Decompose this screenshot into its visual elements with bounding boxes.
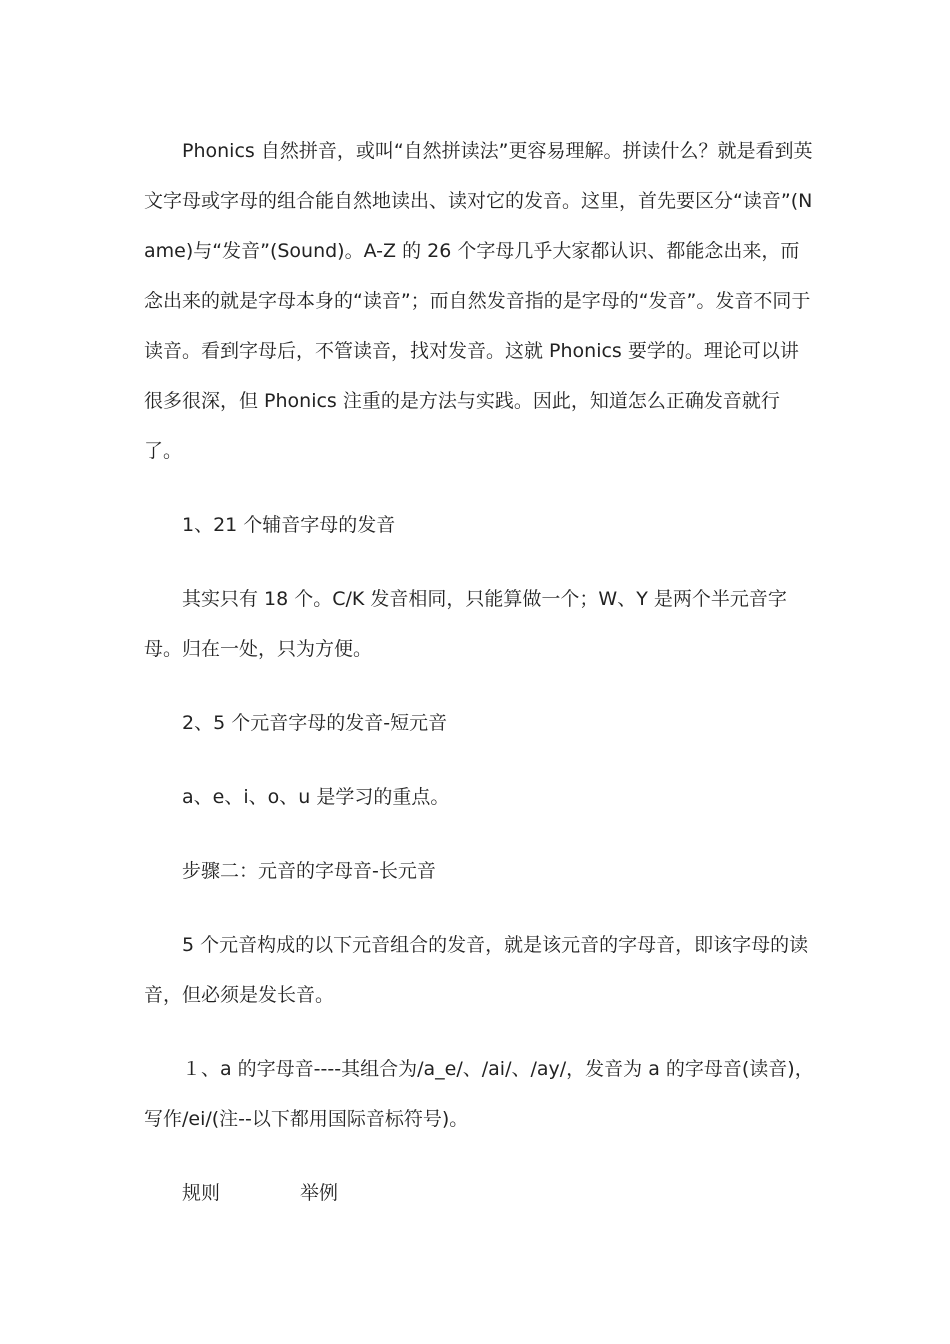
section-heading-short-vowels: 2、5 个元音字母的发音-短元音 — [182, 712, 448, 734]
consonants-paragraph: 其实只有 18 个。C/K 发音相同，只能算做一个；W、Y 是两个半元音字母。归在一处，只为方便。 — [144, 588, 787, 660]
rule-a-paragraph: １、a 的字母音----其组合为/a_e/、/ai/、/ay/，发音为 a 的字母音(读音)，写作/ei/(注--以下都用国际音标符号)。 — [144, 1058, 814, 1130]
rule-column-header: 规则 — [182, 1182, 221, 1204]
vowels-paragraph: a、e、i、o、u 是学习的重点。 — [182, 786, 450, 808]
long-vowels-paragraph: 5 个元音构成的以下元音组合的发音，就是该元音的字母音，即该字母的读音，但必须是发长音。 — [144, 934, 809, 1006]
document-body — [144, 126, 814, 1218]
rule-table-header — [144, 1168, 814, 1218]
intro-paragraph: Phonics 自然拼音，或叫“自然拼读法”更容易理解。拼读什么？就是看到英文字母或字母的组合能自然地读出、读对它的发音。这里，首先要区分“读音”(Name)与“发音”(Sound)。A-Z 的 26 个字母几乎大家都认识、都能念出来，而念出来的就是字母本身的“读音”；而自然发音指的是字母的“发音”。发音不同于读音。看到字母后，不管读音，找对发音。这就 Phonics 要学的。理论可以讲很多很深，但 Phonics 注重的是方法与实践。因此，知道怎么正确发音就行了。 — [144, 140, 813, 462]
example-column-header: 举例 — [300, 1182, 339, 1204]
step-two-heading: 步骤二：元音的字母音-长元音 — [182, 860, 436, 882]
section-heading-consonants: 1、21 个辅音字母的发音 — [182, 514, 396, 536]
